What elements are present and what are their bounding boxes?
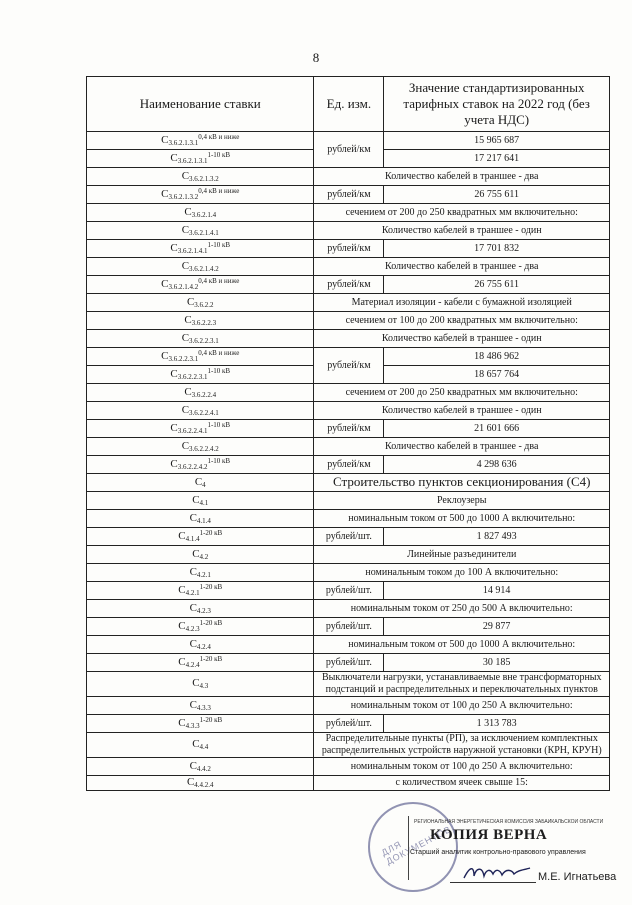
rate-code-index: 4.2.3	[196, 606, 211, 615]
table-header-row	[87, 77, 610, 132]
signer-name: М.Е. Игнатьева	[538, 871, 617, 883]
page-number: 8	[312, 50, 320, 65]
rate-code-letter: С	[178, 583, 186, 596]
row-description: Материал изоляции - кабели с бумажной изоляцией	[314, 294, 610, 312]
rate-code-letter: С	[189, 698, 197, 711]
rate-code-index: 4.1.4	[185, 534, 200, 543]
rate-code	[87, 294, 314, 312]
rate-value: 17 701 832	[384, 240, 610, 258]
rate-code	[87, 600, 314, 618]
unit-cell: рублей/шт.	[314, 582, 384, 600]
voltage-level: 0,4 кВ и ниже	[198, 132, 240, 141]
rate-code-index: 4.2	[199, 552, 209, 561]
unit-cell: рублей/км	[314, 186, 384, 204]
table-row	[87, 600, 610, 618]
rate-code-index: 4.2.3	[185, 624, 200, 633]
rate-code-letter: С	[192, 493, 200, 506]
rate-code-letter: С	[170, 241, 178, 254]
rate-code-index: 3.6.2.2.3.1	[189, 336, 219, 345]
rate-value: 18 486 962	[384, 348, 610, 366]
table-row	[87, 492, 610, 510]
rate-code-letter: С	[170, 367, 178, 380]
rate-code-index: 3.6.2.1.3.1	[177, 156, 208, 165]
rate-code-index: 3.6.2.1.3.1	[168, 138, 199, 147]
tariff-rates-table	[86, 76, 610, 791]
rate-code-letter: С	[189, 511, 197, 524]
rate-value: 18 657 764	[384, 366, 610, 384]
rate-code-letter: С	[178, 619, 186, 632]
rate-code-letter: С	[161, 133, 169, 146]
rate-code	[87, 366, 314, 384]
rate-code	[87, 697, 314, 715]
round-seal-text: ДЛЯ ДОКУМЕНТОВ	[379, 823, 453, 867]
rate-code-letter: С	[161, 277, 169, 290]
row-description: Количество кабелей в траншее - два	[314, 438, 610, 456]
rate-code-index: 4.2.1	[185, 588, 200, 597]
table-row	[87, 240, 610, 258]
certified-copy-stamp	[356, 800, 617, 900]
unit-cell: рублей/км	[314, 456, 384, 474]
rate-code-letter: С	[181, 403, 190, 416]
row-description: номинальным током от 500 до 1000 А включительно:	[314, 510, 610, 528]
rate-code-index: 3.6.2.1.3.2	[168, 192, 199, 201]
rate-code-index: 3.6.2.1.3.2	[189, 174, 219, 183]
rate-code-index: 3.6.2.2.3.1	[168, 354, 199, 363]
table-row	[87, 672, 610, 697]
rate-code-index: 4.1.4	[196, 516, 211, 525]
row-description: номинальным током от 250 до 500 А включительно:	[314, 600, 610, 618]
voltage-level: 0,4 кВ и ниже	[198, 186, 240, 195]
row-description: Линейные разъединители	[314, 546, 610, 564]
rate-code	[87, 456, 314, 474]
rate-code	[87, 420, 314, 438]
rate-value: 17 217 641	[384, 150, 610, 168]
rate-value: 1 827 493	[384, 528, 610, 546]
table-row	[87, 528, 610, 546]
header-rate-name: Наименование ставки	[87, 77, 314, 132]
rate-code-index: 3.6.2.2	[194, 300, 214, 309]
table-row	[87, 294, 610, 312]
rate-code-index: 4.2.4	[185, 660, 200, 669]
rate-code	[87, 758, 314, 776]
rate-value: 29 877	[384, 618, 610, 636]
unit-cell: рублей/км	[314, 240, 384, 258]
rate-code-index: 4.3	[199, 682, 209, 691]
rate-code-index: 4.4	[199, 743, 209, 752]
rate-code-letter: С	[181, 331, 190, 344]
rate-code	[87, 258, 314, 276]
rate-code-index: 3.6.2.2.4.2	[177, 462, 208, 471]
rate-code-letter: С	[181, 259, 190, 272]
table-row	[87, 582, 610, 600]
rate-code-letter: С	[161, 349, 169, 362]
row-description: номинальным током от 100 до 250 А включительно:	[314, 697, 610, 715]
rate-code-letter: С	[181, 223, 190, 236]
table-row	[87, 456, 610, 474]
rate-code-index: 3.6.2.1.4.1	[177, 246, 208, 255]
row-description: номинальным током от 500 до 1000 А включительно:	[314, 636, 610, 654]
rate-code	[87, 186, 314, 204]
table-row	[87, 276, 610, 294]
rate-code	[87, 510, 314, 528]
rate-code-index: 3.6.2.2.3	[191, 318, 217, 327]
table-row	[87, 258, 610, 276]
rate-code	[87, 384, 314, 402]
table-body	[87, 132, 610, 791]
table-row	[87, 618, 610, 636]
rate-code-index: 3.6.2.2.4.2	[189, 444, 219, 453]
rate-value: 26 755 611	[384, 186, 610, 204]
rate-code	[87, 474, 314, 492]
rate-code-index: 3.6.2.1.4.2	[189, 264, 219, 273]
rate-code-letter: С	[189, 637, 197, 650]
row-description: сечением от 100 до 200 квадратных мм включительно:	[314, 312, 610, 330]
row-description: сечением от 200 до 250 квадратных мм включительно:	[314, 384, 610, 402]
rate-code-index: 3.6.2.2.4.1	[189, 408, 219, 417]
header-value: Значение стандартизированных тарифных ставок на 2022 год (без учета НДС)	[384, 77, 610, 132]
rate-code-letter: С	[186, 776, 195, 788]
rate-code	[87, 546, 314, 564]
table-row	[87, 204, 610, 222]
table-row	[87, 654, 610, 672]
rate-code-index: 3.6.2.1.4.2	[168, 282, 199, 291]
rate-code-index: 4	[202, 480, 206, 489]
rate-code-index: 4.2.1	[196, 570, 211, 579]
unit-cell: рублей/шт.	[314, 715, 384, 733]
rate-code-index: 4.3.3	[185, 721, 200, 730]
rate-code	[87, 654, 314, 672]
stamp-role: Старший аналитик контрольно-правового управления	[410, 849, 586, 856]
voltage-level: 1-20 кВ	[199, 528, 223, 537]
rate-code	[87, 582, 314, 600]
unit-cell: рублей/шт.	[314, 654, 384, 672]
voltage-level: 1-20 кВ	[199, 582, 223, 591]
rate-value: 1 313 783	[384, 715, 610, 733]
rate-code-letter: С	[161, 187, 169, 200]
stamp-title: КОПИЯ ВЕРНА	[430, 827, 548, 843]
rate-code-letter: С	[178, 529, 186, 542]
rate-value: 21 601 666	[384, 420, 610, 438]
header-unit: Ед. изм.	[314, 77, 384, 132]
rate-code-index: 3.6.2.1.4	[191, 210, 217, 219]
rate-code-index: 3.6.2.2.4.1	[177, 426, 208, 435]
rate-code	[87, 438, 314, 456]
signature-icon	[460, 862, 532, 884]
rate-value: 14 914	[384, 582, 610, 600]
rate-code	[87, 348, 314, 366]
row-description: Количество кабелей в траншее - два	[314, 258, 610, 276]
row-description: Количество кабелей в траншее - один	[314, 222, 610, 240]
row-description: Количество кабелей в траншее - один	[314, 402, 610, 420]
rate-code-index: 3.6.2.2.3.1	[177, 372, 208, 381]
table-row	[87, 564, 610, 582]
table-row	[87, 348, 610, 366]
rate-code	[87, 150, 314, 168]
rate-value: 15 965 687	[384, 132, 610, 150]
unit-cell: рублей/км	[314, 132, 384, 168]
rate-value: 30 185	[384, 654, 610, 672]
table-row	[87, 776, 610, 791]
rate-code	[87, 636, 314, 654]
table-row	[87, 697, 610, 715]
row-description: Строительство пунктов секционирования (С4)	[314, 474, 610, 492]
unit-cell: рублей/км	[314, 348, 384, 384]
voltage-level: 1-20 кВ	[199, 654, 223, 663]
table-row	[87, 474, 610, 492]
unit-cell: рублей/шт.	[314, 618, 384, 636]
rate-code-letter: С	[186, 295, 195, 308]
rate-code	[87, 222, 314, 240]
unit-cell: рублей/шт.	[314, 528, 384, 546]
voltage-level: 1-20 кВ	[199, 618, 223, 627]
rate-code	[87, 618, 314, 636]
rate-code-letter: С	[184, 313, 192, 326]
table-row	[87, 186, 610, 204]
table-row	[87, 546, 610, 564]
row-description: Реклоузеры	[314, 492, 610, 510]
rate-code	[87, 132, 314, 150]
rate-code-index: 4.3.3	[196, 703, 211, 712]
voltage-level: 0,4 кВ и ниже	[198, 348, 240, 357]
rate-code-letter: С	[178, 716, 186, 729]
voltage-level: 1-10 кВ	[207, 150, 231, 159]
rate-code	[87, 672, 314, 697]
rate-code	[87, 312, 314, 330]
table-row	[87, 420, 610, 438]
rate-code	[87, 492, 314, 510]
voltage-level: 1-10 кВ	[207, 240, 231, 249]
table-row	[87, 312, 610, 330]
table-row	[87, 402, 610, 420]
rate-code-letter: С	[189, 601, 197, 614]
rate-code-letter: С	[184, 385, 192, 398]
rate-code-letter: С	[184, 205, 192, 218]
rate-code-letter: С	[189, 759, 197, 772]
row-description: Выключатели нагрузки, устанавливаемые вне трансформаторных подстанций и распределительных и переключательных пунктов	[314, 672, 610, 697]
rate-code-index: 3.6.2.2.4	[191, 390, 217, 399]
table-row	[87, 168, 610, 186]
table-row	[87, 636, 610, 654]
table-row	[87, 222, 610, 240]
row-description: номинальным током до 100 А включительно:	[314, 564, 610, 582]
rate-code-letter: С	[170, 457, 178, 470]
row-description: Количество кабелей в траншее - два	[314, 168, 610, 186]
voltage-level: 1-10 кВ	[207, 366, 231, 375]
row-description: Распределительные пункты (РП), за исключением комплектных распределительных устройств наружной установки (КРН, КРУН)	[314, 733, 610, 758]
table-row	[87, 438, 610, 456]
table-row	[87, 384, 610, 402]
rate-code-index: 3.6.2.1.4.1	[189, 228, 219, 237]
rate-code-letter: С	[189, 565, 197, 578]
rate-code	[87, 276, 314, 294]
rate-code-letter: С	[192, 547, 200, 560]
rate-code	[87, 733, 314, 758]
table-row	[87, 715, 610, 733]
rate-code-index: 4.4.2.4	[194, 781, 214, 789]
rate-code	[87, 402, 314, 420]
table-row	[87, 330, 610, 348]
rate-code-index: 4.1	[199, 498, 209, 507]
rate-code	[87, 168, 314, 186]
rate-code-letter: С	[181, 439, 190, 452]
rate-code-index: 4.2.4	[196, 642, 211, 651]
rate-code-index: 4.4.2	[196, 764, 211, 773]
rate-code	[87, 204, 314, 222]
voltage-level: 0,4 кВ и ниже	[198, 276, 240, 285]
rate-code	[87, 528, 314, 546]
rate-code-letter: С	[192, 677, 200, 690]
rate-code	[87, 715, 314, 733]
stamp-organization: РЕГИОНАЛЬНАЯ ЭНЕРГЕТИЧЕСКАЯ КОМИССИЯ ЗАБАЙКАЛЬСКОЙ ОБЛАСТИ	[414, 819, 604, 825]
rate-value: 4 298 636	[384, 456, 610, 474]
row-description: с количеством ячеек свыше 15:	[314, 776, 610, 791]
rate-code-letter: С	[170, 151, 178, 164]
row-description: сечением от 200 до 250 квадратных мм включительно:	[314, 204, 610, 222]
rate-code-letter: С	[194, 475, 203, 488]
unit-cell: рублей/км	[314, 420, 384, 438]
voltage-level: 1-20 кВ	[199, 715, 223, 724]
table-row	[87, 758, 610, 776]
unit-cell: рублей/км	[314, 276, 384, 294]
rate-code-letter: С	[170, 421, 178, 434]
table-row	[87, 132, 610, 150]
rate-code	[87, 330, 314, 348]
row-description: Количество кабелей в траншее - один	[314, 330, 610, 348]
table-row	[87, 510, 610, 528]
rate-code-letter: С	[181, 169, 190, 182]
table-row	[87, 733, 610, 758]
rate-code	[87, 564, 314, 582]
rate-code	[87, 240, 314, 258]
row-description: номинальным током от 100 до 250 А включительно:	[314, 758, 610, 776]
rate-code-letter: С	[178, 655, 186, 668]
voltage-level: 1-10 кВ	[207, 456, 231, 465]
voltage-level: 1-10 кВ	[207, 420, 231, 429]
rate-code-letter: С	[192, 738, 200, 751]
rate-code	[87, 776, 314, 791]
rate-value: 26 755 611	[384, 276, 610, 294]
